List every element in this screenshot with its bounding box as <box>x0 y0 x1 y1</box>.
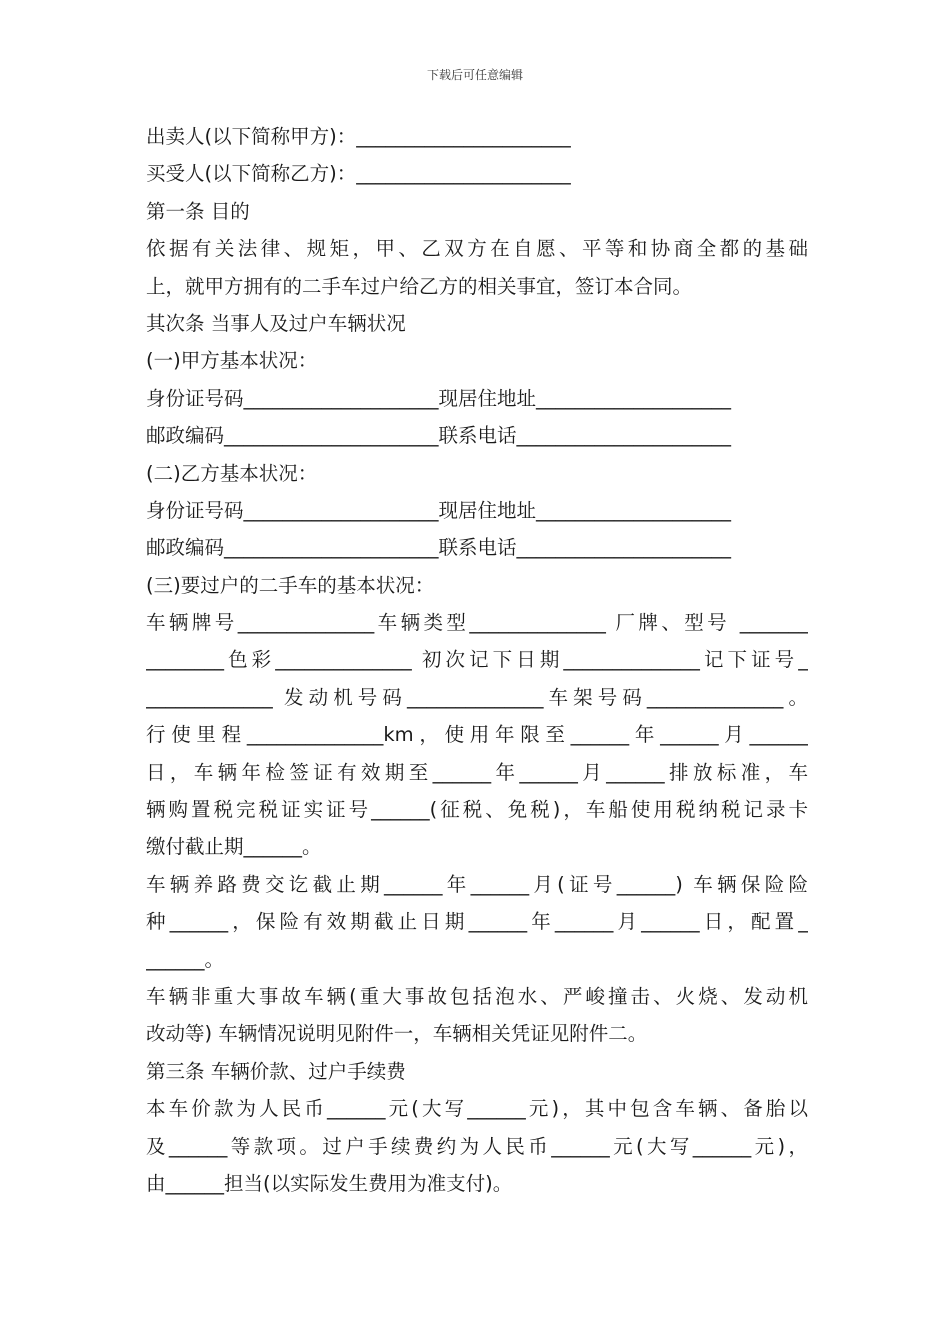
text-line: 种______，保险有效期截止日期______年______月______日，配置_ <box>146 910 808 934</box>
text-line: 第一条 目的 <box>146 199 250 223</box>
text-line: (二)乙方基本状况： <box>146 461 318 485</box>
text-line: 车辆牌号______________车辆类型______________ 厂牌、型号 _______ <box>146 611 808 635</box>
text-line: 行使里程______________km，使用年限至______年______月______ <box>146 723 808 747</box>
text-line: (三)要过户的二手车的基本状况： <box>146 573 435 597</box>
text-line: _____________ 发动机号码______________车架号码______________。 <box>146 685 808 709</box>
text-line: 邮政编码______________________联系电话______________________ <box>146 424 732 448</box>
text-line: 车辆养路费交讫截止期______年______月(证号______) 车辆保险险 <box>146 872 808 896</box>
text-line: 改动等) 车辆情况说明见附件一，车辆相关凭证见附件二。 <box>146 1022 648 1046</box>
text-line: ______。 <box>146 947 225 971</box>
text-line: 买受人(以下简称乙方)：______________________ <box>146 162 571 186</box>
text-line: 上，就甲方拥有的二手车过户给乙方的相关事宜，签订本合同。 <box>146 274 693 298</box>
text-line: 其次条 当事人及过户车辆状况 <box>146 311 406 335</box>
text-line: 缴付截止期______。 <box>146 835 322 859</box>
contract-body <box>146 118 808 1202</box>
text-line: 本车价款为人民币______元(大写______元)，其中包含车辆、备胎以 <box>146 1097 808 1121</box>
text-line: 由______担当(以实际发生费用为准支付)。 <box>146 1171 513 1195</box>
text-line: 身份证号码____________________现居住地址____________________ <box>146 386 732 410</box>
text-line: 车辆非重大事故车辆(重大事故包括泡水、严峻撞击、火烧、发动机 <box>146 984 808 1008</box>
text-line: ________色彩______________ 初次记下日期______________记下证号_ <box>146 648 808 672</box>
text-line: (一)甲方基本状况： <box>146 349 318 373</box>
text-line: 身份证号码____________________现居住地址____________________ <box>146 498 732 522</box>
text-line: 依据有关法律、规矩，甲、乙双方在自愿、平等和协商全都的基础 <box>146 237 808 261</box>
text-line: 日，车辆年检签证有效期至______年______月______排放标准，车 <box>146 760 808 784</box>
text-line: 及______等款项。过户手续费约为人民币______元(大写______元)， <box>146 1134 808 1158</box>
text-line: 邮政编码______________________联系电话______________________ <box>146 536 732 560</box>
text-line: 第三条 车辆价款、过户手续费 <box>146 1059 406 1083</box>
text-line: 出卖人(以下简称甲方)：______________________ <box>146 125 571 148</box>
text-line: 辆购置税完税证实证号______(征税、免税)，车船使用税纳税记录卡 <box>146 798 808 822</box>
page-header: 下载后可任意编辑 <box>426 68 523 82</box>
